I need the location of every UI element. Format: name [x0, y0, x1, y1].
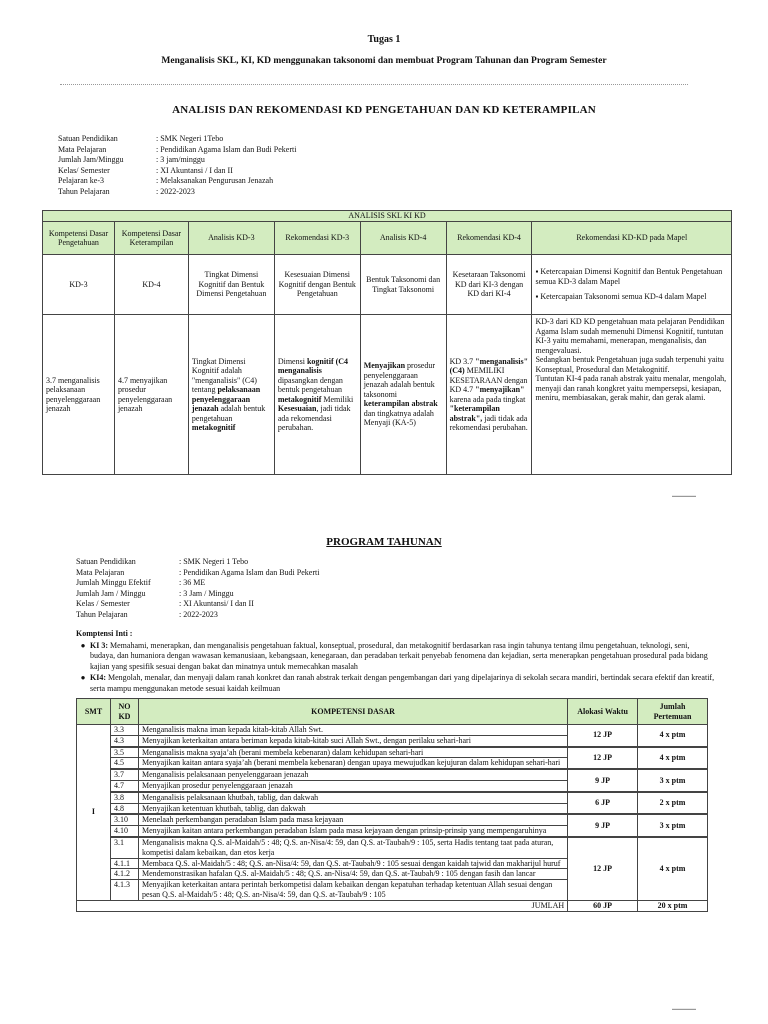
kd-number: 4.5 [110, 758, 138, 769]
info-label: Jumlah Jam/Minggu [58, 155, 124, 164]
kd-description: Mendemonstrasikan hafalan Q.S. al-Maidah/5 : 48; Q.S. an-Nisa/4: 59, dan Q.S. at-Taubah/9 : 105 dengan fasih dan lancar [138, 869, 567, 880]
alokasi-waktu: 12 JP [568, 747, 638, 770]
table-row [77, 814, 708, 825]
table-cell: Tingkat Dimensi Kognitif dan Bentuk Dimensi Pengetahuan [188, 255, 274, 315]
info-label: Mata Pelajaran [76, 567, 125, 577]
col-header: SMT [77, 699, 111, 725]
jumlah-pertemuan: 2 x ptm [638, 792, 708, 815]
info-value: : 36 ME [179, 578, 206, 587]
cell-text-bold: Kesesuaian [277, 404, 317, 413]
info-label: Satuan Pendidikan [76, 557, 136, 566]
cell-text-bold: pelaksanaan penyelenggaraan jenazah [191, 385, 261, 413]
ki-item [76, 641, 716, 673]
ki-item [76, 673, 716, 694]
table-cell [360, 315, 446, 475]
kd-description: Membaca Q.S. al-Maidah/5 : 48; Q.S. an-Nisa/4: 59, dan Q.S. at-Taubah/9 : 105 sesuai dengan kaidah tajwid dan makharijul huruf [138, 858, 567, 869]
table-row [77, 837, 708, 858]
cell-text: Tingkat Dimensi Kognitif adalah "menganalisis" (C4) tentang [191, 356, 257, 394]
info-label: Jumlah Jam / Minggu [76, 588, 146, 598]
kd-description: Menyajikan ketentuan khutbah, tablig, dan dakwah [138, 803, 567, 814]
bullet-text: Ketercapaian Taksonomi semua KD-4 dalam Mapel [540, 292, 707, 302]
info-label: Tahun Pelajaran [58, 186, 110, 196]
table-row [43, 315, 732, 475]
kd-number: 4.1.1 [110, 858, 138, 869]
kd-number: 3.5 [110, 747, 138, 758]
info-value: : XI Akuntansi / I dan II [156, 165, 233, 175]
kd-description: Menyajikan prosedur penyelenggaraan jenazah [138, 780, 567, 791]
table-cell: Kesesuaian Dimensi Kognitif dengan Bentuk Pengetahuan [274, 255, 360, 315]
table-cell [532, 255, 732, 315]
cell-text-bold: Menyajikan [363, 361, 406, 371]
info-value: : Pendidikan Agama Islam dan Budi Pekerti [179, 567, 320, 577]
footer-mark: ▬▬▬▬▬▬ [672, 493, 696, 498]
jumlah-pertemuan: 4 x ptm [638, 725, 708, 747]
col-header: Kompetensi Dasar Keterampilan [114, 222, 188, 255]
kd-number: 4.8 [110, 803, 138, 814]
info-row [58, 166, 296, 177]
alokasi-waktu: 6 JP [568, 792, 638, 815]
table-cell: KD-4 [114, 255, 188, 315]
bullet-icon: ● [80, 673, 86, 682]
kd-number: 3.1 [110, 837, 138, 858]
prota-info [76, 557, 319, 620]
cell-text: dan tingkatnya adalah Menyaji (KA-5) [363, 408, 434, 428]
cell-text: karena ada pada tingkat [449, 394, 526, 404]
col-header: Analisis KD-4 [360, 222, 446, 255]
cell-text: prosedur penyelenggaraan jenazah adalah bentuk taksonomi [363, 361, 436, 399]
kd-number: 3.7 [110, 769, 138, 780]
col-header: NO KD [110, 699, 138, 725]
recommendation-paragraph: Tuntutan KI-4 pada ranah abstrak yaitu menalar, mengolah, menyaji dan ranah kongkret yaitu mempersepsi, kesiapan, meniru, membiasakan, gerak mahir, dan gerak alami. [535, 374, 727, 402]
info-label: Satuan Pendidikan [58, 134, 118, 143]
jumlah-pertemuan: 3 x ptm [638, 769, 708, 792]
info-value: : SMK Negeri 1Tebo [156, 134, 224, 143]
table-row [77, 792, 708, 803]
bullet-text: Ketercapaian Dimensi Kognitif dan Bentuk Pengetahuan semua KD-3 dalam Mapel [535, 267, 723, 286]
cell-text: dipasangkan dengan bentuk pengetahuan [277, 375, 343, 394]
jumlah-pertemuan: 3 x ptm [638, 814, 708, 837]
col-header: Rekomendasi KD-3 [274, 222, 360, 255]
cell-text-bold: keterampilan abstrak [363, 399, 438, 409]
info-row [76, 610, 319, 621]
table-row [77, 725, 708, 736]
info-value: : Pendidikan Agama Islam dan Budi Pekerti [156, 144, 297, 154]
alokasi-waktu: 12 JP [568, 725, 638, 747]
ki-item-text: Memahami, menerapkan, dan menganalisis pengetahuan faktual, konseptual, prosedural, dan metakognitif berdasarkan rasa ingin tahunya tentang ilmu pengetahuan, teknologi, seni, budaya, dan humaniora dengan wawasan kemanusiaan, kebangsaan, kenegaraan, dan peradaban terkait penyebab fenomena dan kejadian, serta menerapkan pengetahuan prosedural pada bidang kajian yang spesifik sesuai dengan bakat dan minatnya untuk memecahkan masalah [90, 640, 708, 671]
cell-text-bold: metakognitif [277, 394, 322, 404]
kd-description: Menelaah perkembangan peradaban Islam pada masa kejayaan [138, 814, 567, 825]
info-row [58, 176, 296, 187]
info-row [58, 145, 296, 156]
kd-number: 4.1.2 [110, 869, 138, 880]
recommendation-paragraph: Sedangkan bentuk Pengetahuan juga sudah terpenuhi yaitu Konseptual, Prosedural dan Metakognitif. [535, 355, 724, 374]
ki-label: Komptensi Inti : [76, 629, 133, 638]
kd-description: Menyajikan kaitan antara syaja’ah (berani membela kebenaran) dengan upaya mewujudkan kejujuran dalam kehidupan sehari-hari [138, 758, 567, 769]
table-cell [532, 315, 732, 475]
cell-text: jadi tidak ada rekomendasi perubahan. [449, 413, 528, 432]
cell-text-bold: "keterampilan abstrak", [449, 404, 500, 423]
jumlah-pertemuan: 4 x ptm [638, 747, 708, 770]
kd-description: Menganalisis pelaksanaan penyelenggaraan jenazah [138, 769, 567, 780]
kd-description: Menganalisis makna syaja’ah (berani membela kebenaran) dalam kehidupan sehari-hari [138, 747, 567, 758]
table-total-row [77, 900, 708, 911]
total-label: JUMLAH [77, 900, 568, 911]
table-cell: Bentuk Taksonomi dan Tingkat Taksonomi [360, 255, 446, 315]
info-label: Mata Pelajaran [58, 144, 107, 154]
info-row [76, 589, 319, 600]
kd-description: Menganalisis makna Q.S. al-Maidah/5 : 48; Q.S. an-Nisa/4: 59, dan Q.S. at-Taubah/9 : 105, serta Hadis tentang taat pada aturan, kompetisi dalam kebaikan, dan etos kerja [138, 837, 567, 858]
info-value: : Melaksanakan Pengurusan Jenazah [156, 176, 274, 185]
table-cell: 4.7 menyajikan prosedur penyelenggaraan jenazah [114, 315, 188, 475]
ki-item-label: KI4: [90, 673, 106, 682]
kd-number: 4.1.3 [110, 880, 138, 901]
kd-description: Menganalisis pelaksanaan khutbah, tablig, dan dakwah [138, 792, 567, 803]
jumlah-pertemuan: 4 x ptm [638, 837, 708, 900]
col-header: Rekomendasi KD-KD pada Mapel [532, 222, 732, 255]
cell-text-bold: kognitif (C4 menganalisis [277, 356, 349, 375]
info-row [58, 134, 296, 145]
cell-text: Dimensi [277, 356, 307, 366]
skl-analysis-table [42, 210, 732, 475]
col-header: Rekomendasi KD-4 [446, 222, 532, 255]
info-row [76, 568, 319, 579]
col-header: Alokasi Waktu [568, 699, 638, 725]
divider [60, 84, 688, 85]
document-subtitle: Menganalisis SKL, KI, KD menggunakan taksonomi dan membuat Program Tahunan dan Program Semester [161, 56, 607, 66]
table-cell: Kesetaraan Taksonomi KD dari KI-3 dengan KD dari KI-4 [446, 255, 532, 315]
bullet-icon: ● [80, 640, 86, 650]
table-cell [446, 315, 532, 475]
ki-item-text: Mengolah, menalar, dan menyaji dalam ranah konkret dan ranah abstrak terkait dengan pengembangan dari yang dipelajarinya di sekolah secara mandiri, bertindak secara efektif dan kreatif, serta mampu menggunakan metode sesuai kaidah keilmuan [90, 673, 715, 693]
kompetensi-inti [76, 629, 716, 694]
col-header: Kompetensi Dasar Pengetahuan [43, 222, 115, 255]
info-value: : 3 jam/minggu [156, 155, 205, 164]
cell-text: Memiliki [321, 394, 354, 404]
footer-mark: ▬▬▬▬▬▬ [672, 1006, 696, 1011]
total-pertemuan: 20 x ptm [638, 900, 708, 911]
table-top-header: ANALISIS SKL KI KD [43, 211, 732, 222]
kd-description: Menyajikan kaitan antara perkembangan peradaban Islam pada masa kejayaan dengan prinsip-prinsip yang mempengaruhinya [138, 826, 567, 837]
table-cell [188, 315, 274, 475]
table-cell: 3.7 menganalisis pelaksanaan penyelenggaraan jenazah [43, 315, 115, 475]
document-title: Tugas 1 [367, 34, 401, 45]
kd-number: 3.10 [110, 814, 138, 825]
total-alokasi: 60 JP [568, 900, 638, 911]
cell-text-bold: metakognitif [191, 423, 236, 432]
info-value: : 2022-2023 [156, 186, 195, 196]
bullet-item: ▪ Ketercapaian Dimensi Kognitif dan Bentuk Pengetahuan semua KD-3 dalam Mapel [535, 267, 723, 286]
kd-number: 3.8 [110, 792, 138, 803]
bullet-item: ▪ Ketercapaian Taksonomi semua KD-4 dalam Mapel [535, 292, 707, 302]
cell-text: KD 3.7 [449, 356, 476, 366]
analysis-heading: ANALISIS DAN REKOMENDASI KD PENGETAHUAN DAN KD KETERAMPILAN [172, 104, 596, 116]
info-row [58, 187, 296, 198]
info-value: : 3 Jam / Minggu [179, 588, 234, 598]
alokasi-waktu: 12 JP [568, 837, 638, 900]
col-header: Analisis KD-3 [188, 222, 274, 255]
semester-cell: I [77, 725, 111, 901]
info-row [76, 557, 319, 568]
cell-text: , jadi tidak ada rekomendasi perubahan. [277, 404, 351, 432]
info-row [76, 599, 319, 610]
kd-number: 3.3 [110, 725, 138, 736]
col-header: Jumlah Pertemuan [638, 699, 708, 725]
prota-heading: PROGRAM TAHUNAN [326, 536, 442, 548]
kd-number: 4.10 [110, 826, 138, 837]
analysis-info [58, 134, 296, 197]
table-row [77, 769, 708, 780]
cell-text: adalah bentuk pengetahuan [191, 404, 266, 423]
cell-text-bold: "menyajikan" [475, 385, 525, 394]
table-cell [274, 315, 360, 475]
ki-text [90, 673, 716, 694]
info-row [58, 155, 296, 166]
info-label: Jumlah Minggu Efektif [76, 578, 151, 587]
ki-text [90, 641, 716, 673]
alokasi-waktu: 9 JP [568, 814, 638, 837]
info-value: : SMK Negeri 1 Tebo [179, 557, 249, 566]
info-value: : 2022-2023 [179, 609, 218, 619]
recommendation-paragraph: KD-3 dari KD KD pengetahuan mata pelajaran Pendidikan Agama Islam sudah memenuhi Dimensi Kognitif, tuntutan KI-3 yaitu memahami, menerapan, menganalisis, dan mengevaluasi. [535, 317, 725, 355]
table-cell: KD-3 [43, 255, 115, 315]
table-row [43, 255, 732, 315]
kd-description: Menganalisis makna iman kepada kitab-kitab Allah Swt. [138, 725, 567, 736]
table-row [77, 747, 708, 758]
kd-description: Menyajikan keterkaitan antara perintah berkompetisi dalam kebaikan dengan kepatuhan terhadap ketentuan Allah sesuai dengan pesan Q.S. al-Maidah/5 : 48; Q.S. an-Nisa/4: 59, dan Q.S. at-Taubah/9 : 105 [138, 880, 567, 901]
info-row [76, 578, 319, 589]
info-label: Kelas / Semester [76, 599, 130, 608]
alokasi-waktu: 9 JP [568, 769, 638, 792]
cell-text-bold: "menganalisis" (C4) [449, 356, 529, 375]
info-label: Pelajaran ke-3 [58, 176, 104, 185]
info-label: Kelas/ Semester [58, 165, 110, 175]
kd-number: 4.7 [110, 780, 138, 791]
col-header: KOMPETENSI DASAR [138, 699, 567, 725]
ki-item-label: KI 3: [90, 640, 108, 650]
cell-text: MEMILIKI KESETARAAN dengan KD 4.7 [449, 366, 528, 394]
kd-description: Menyajikan keterkaitan antara beriman kepada kitab-kitab suci Allah Swt., dengan perilaku sehari-hari [138, 735, 567, 746]
kd-number: 4.3 [110, 735, 138, 746]
program-tahunan-table [76, 698, 708, 912]
info-value: : XI Akuntansi/ I dan II [179, 599, 254, 608]
info-label: Tahun Pelajaran [76, 609, 128, 619]
